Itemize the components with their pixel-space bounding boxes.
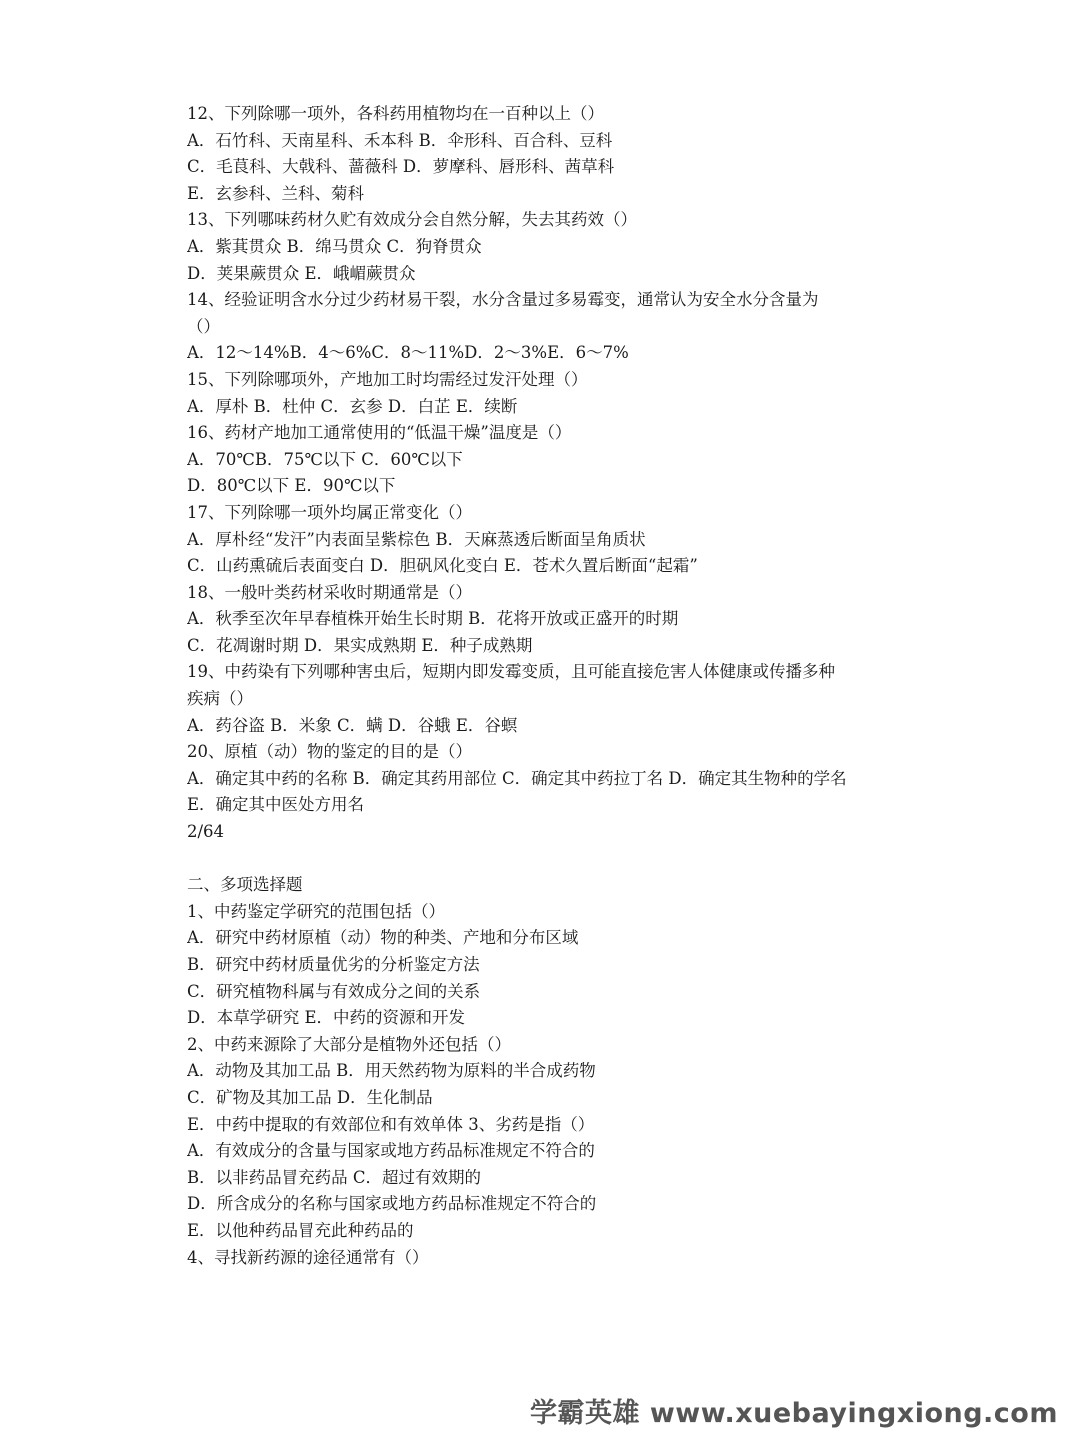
document-page xyxy=(187,101,1047,1271)
text-line: 18、一般叶类药材采收时期通常是（） xyxy=(187,582,472,602)
text-line: 12、下列除哪一项外，各科药用植物均在一百种以上（） xyxy=(187,104,604,123)
text-line: A．有效成分的含量与国家或地方药品标准规定不符合的 xyxy=(187,1141,595,1161)
text-line: C．山药熏硫后表面变白 D．胆矾风化变白 E．苍术久置后断面“起霜” xyxy=(187,556,698,576)
text-line: D．本草学研究 E．中药的资源和开发 xyxy=(187,1008,466,1028)
text-line: 20、原植（动）物的鉴定的目的是（） xyxy=(187,742,472,762)
text-line: C．矿物及其加工品 D．生化制品 xyxy=(187,1087,433,1107)
text-line: C．毛茛科、大戟科、蔷薇科 D．萝摩科、唇形科、茜草科 xyxy=(187,157,615,177)
text-line: D．所含成分的名称与国家或地方药品标准规定不符合的 xyxy=(187,1194,597,1214)
text-line: B．研究中药材质量优劣的分析鉴定方法 xyxy=(187,955,480,974)
text-line: E．确定其中医处方用名 xyxy=(187,795,365,815)
text-line: A．厚朴 B．杜仲 C．玄参 D．白芷 E．续断 xyxy=(187,396,518,416)
text-line: A．厚朴经“发汗”内表面呈紫棕色 B．天麻蒸透后断面呈角质状 xyxy=(187,529,646,549)
text-line: A．研究中药材原植（动）物的种类、产地和分布区域 xyxy=(187,928,579,948)
text-line: A．确定其中药的名称 B．确定其药用部位 C．确定其中药拉丁名 D．确定其生物种的学名 xyxy=(187,768,847,788)
text-line: E．中药中提取的有效部位和有效单体 3、劣药是指（） xyxy=(187,1114,595,1134)
text-line: 19、中药染有下列哪种害虫后，短期内即发霉变质，且可能直接危害人体健康或传播多种 xyxy=(187,662,835,682)
site-watermark: 学霸英雄 www.xuebayingxiong.com xyxy=(529,1398,1058,1429)
text-line: D．荚果蕨贯众 E．峨嵋蕨贯众 xyxy=(187,263,416,283)
text-line: B．以非药品冒充药品 C．超过有效期的 xyxy=(187,1167,481,1187)
section-gap xyxy=(187,846,1047,873)
text-line: E．以他种药品冒充此种药品的 xyxy=(187,1220,414,1240)
text-line: A．12～14%B．4～6%C．8～11%D．2～3%E．6～7% xyxy=(187,343,629,363)
text-line: A．秋季至次年早春植株开始生长时期 B．花将开放或正盛开的时期 xyxy=(187,609,679,629)
text-line: C．研究植物科属与有效成分之间的关系 xyxy=(187,981,481,1001)
text-line: 4、寻找新药源的途径通常有（） xyxy=(187,1247,429,1267)
text-line: A．70℃B．75℃以下 C．60℃以下 xyxy=(187,449,463,469)
text-line: 16、药材产地加工通常使用的“低温干燥”温度是（） xyxy=(187,423,572,443)
text-line: D．80℃以下 E．90℃以下 xyxy=(187,476,396,496)
single-choice-section xyxy=(187,101,1047,846)
text-line: A．动物及其加工品 B．用天然药物为原料的半合成药物 xyxy=(187,1061,596,1081)
text-line: 15、下列除哪项外，产地加工时均需经过发汗处理（） xyxy=(187,369,588,389)
text-line: 1、中药鉴定学研究的范围包括（） xyxy=(187,901,445,921)
section-heading: 二、多项选择题 xyxy=(187,875,303,895)
text-line: A．石竹科、天南星科、禾本科 B．伞形科、百合科、豆科 xyxy=(187,130,613,150)
text-line: E．玄参科、兰科、菊科 xyxy=(187,183,365,203)
text-line: A．紫萁贯众 B．绵马贯众 C．狗脊贯众 xyxy=(187,236,482,256)
multiple-choice-section xyxy=(187,872,1047,1271)
text-line: 疾病（） xyxy=(187,689,253,709)
text-line: 17、下列除哪一项外均属正常变化（） xyxy=(187,502,472,522)
text-line: （） xyxy=(187,316,220,336)
page-number: 2/64 xyxy=(187,822,225,842)
text-line: 2、中药来源除了大部分是植物外还包括（） xyxy=(187,1034,511,1054)
text-line: 14、经验证明含水分过少药材易干裂，水分含量过多易霉变，通常认为安全水分含量为 xyxy=(187,290,819,310)
text-line: 13、下列哪味药材久贮有效成分会自然分解，失去其药效（） xyxy=(187,210,637,230)
text-line: C．花凋谢时期 D．果实成熟期 E．种子成熟期 xyxy=(187,635,533,655)
text-line: A．药谷盗 B．米象 C．螨 D．谷蛾 E．谷螟 xyxy=(187,715,518,735)
